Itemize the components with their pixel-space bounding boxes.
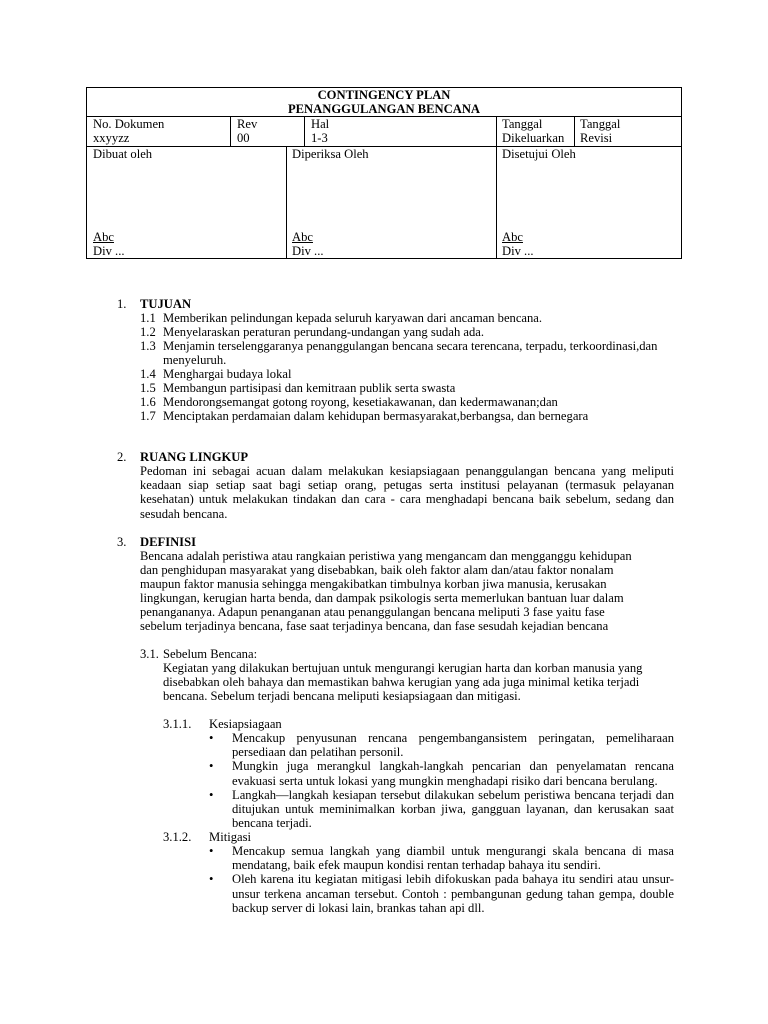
diperiksa-oleh-label: Diperiksa Oleh	[292, 147, 369, 161]
list-item: • Langkah—langkah kesiapan tersebut dilakukan sebelum peristiwa bencana terjadi dan ditujukan untuk meminimalkan korban jiwa, gangguan layanan, dan kerusakan saat bencana terjadi.	[209, 787, 674, 831]
section-2-title: RUANG LINGKUP	[140, 450, 249, 464]
no-dokumen-value: xxyyzz	[93, 131, 130, 145]
tujuan-list	[140, 311, 685, 431]
section-2-number: 2.	[117, 450, 127, 464]
bullet-icon: •	[209, 844, 214, 858]
list-item: 1.6 Mendorongsemangat gotong royong, kesetiakawanan, dan kedermawanan;dan	[140, 395, 558, 409]
list-item: • Oleh karena itu kegiatan mitigasi lebih difokuskan pada bahaya itu sendiri atau unsur-unsur terkena ancaman tersebut. Contoh : pembangunan gedung tahan gempa, double backup server di lokasi lain, brankas tahan api dll.	[209, 872, 674, 915]
subsection-3-1-2-number: 3.1.2.	[163, 830, 192, 844]
doc-title-line1: CONTINGENCY PLAN	[317, 88, 451, 102]
list-item: • Mencakup penyusunan rencana pengembangansistem peringatan, pemeliharaan persediaan dan pelatihan personil.	[209, 731, 674, 760]
document-header-table	[86, 87, 682, 259]
rev-value: 00	[237, 131, 250, 145]
hal-value: 1-3	[311, 131, 328, 145]
ruang-lingkup-paragraph: Pedoman ini sebagai acuan dalam melakukan kesiapsiagaan penanggulangan bencana yang meliputi keadaan siap setiap saat bagi setiap orang, petugas serta institusi pelayanan (termasuk pelayanan kesehatan) untuk melakukan tindakan dan cara - cara menghadapi bencana baik sebelum, sedang dan sesudah bencana.	[140, 464, 674, 521]
tanggal-revisi-label-2: Revisi	[580, 131, 613, 145]
list-item: 1.3 Menjamin terselenggaranya penanggulangan bencana secara terencana, terpadu, terkoordinasi,dan	[140, 339, 658, 353]
dibuat-oleh-label: Dibuat oleh	[93, 147, 153, 161]
paragraph-line: disebabkan oleh bahaya dan memastikan bahwa kerugian yang ada juga minimal ketika terjadi	[163, 675, 640, 689]
tanggal-dikeluarkan-label-2: Dikeluarkan	[502, 131, 565, 145]
subsection-3-1-number: 3.1.	[140, 647, 159, 661]
section-1-number: 1.	[117, 297, 127, 311]
list-item: 1.5 Membangun partisipasi dan kemitraan publik serta swasta	[140, 381, 456, 395]
kesiapsiagaan-bullets	[209, 731, 674, 830]
paragraph-line: sebelum terjadinya bencana, fase saat terjadinya bencana, dan fase sesudah kejadian bencana	[140, 619, 609, 633]
diperiksa-oleh-name: Abc	[292, 230, 313, 244]
diperiksa-oleh-div: Div ...	[292, 244, 324, 258]
sebelum-bencana-paragraph	[163, 661, 683, 705]
list-item-continuation: menyeluruh.	[163, 353, 227, 367]
doc-title-line2: PENANGGULANGAN BENCANA	[287, 102, 481, 116]
dibuat-oleh-name: Abc	[93, 230, 114, 244]
divider	[496, 116, 497, 146]
subsection-3-1-1-title: Kesiapsiagaan	[209, 717, 282, 731]
paragraph-line: dan penghidupan masyarakat yang disebabkan, baik oleh faktor alam dan/atau faktor nonalam	[140, 563, 614, 577]
tanggal-revisi-label: Tanggal	[580, 117, 621, 131]
divider	[230, 116, 231, 146]
bullet-icon: •	[209, 759, 214, 774]
divider	[286, 146, 287, 258]
subsection-3-1-title: Sebelum Bencana:	[163, 647, 258, 661]
definisi-paragraph	[140, 549, 680, 635]
section-3-title: DEFINISI	[140, 535, 196, 549]
paragraph-line: Kegiatan yang dilakukan bertujuan untuk mengurangi kerugian harta dan korban manusia yang	[163, 661, 643, 675]
bullet-icon: •	[209, 731, 214, 745]
section-3-number: 3.	[117, 535, 127, 549]
rev-label: Rev	[237, 117, 258, 131]
divider	[87, 146, 681, 147]
paragraph-line: maupun faktor manusia sehingga mengakibatkan timbulnya korban jiwa manusia, kerusakan	[140, 577, 607, 591]
list-item: 1.1 Memberikan pelindungan kepada seluruh karyawan dari ancaman bencana.	[140, 311, 543, 325]
subsection-3-1-2-title: Mitigasi	[209, 830, 251, 844]
paragraph-line: lingkungan, kerugian harta benda, dan dampak psikologis serta memerlukan bantuan luar dalam	[140, 591, 624, 605]
divider	[496, 146, 497, 258]
mitigasi-bullets	[209, 844, 674, 915]
paragraph-line: penangananya. Adapun penanganan atau penanggulangan bencana meliputi 3 fase yaitu fase	[140, 605, 605, 619]
list-item: • Mungkin juga merangkul langkah-langkah pencarian dan penyelamatan rencana evakuasi serta untuk lokasi yang mungkin menghadapi risiko dari bencana berulang.	[209, 759, 674, 788]
paragraph-line: Bencana adalah peristiwa atau rangkaian peristiwa yang mengancam dan mengganggu kehidupan	[140, 549, 632, 563]
list-item: • Mencakup semua langkah yang diambil untuk mengurangi skala bencana di masa mendatang, baik efek maupun kondisi rentan terhadap bahaya itu sendiri.	[209, 844, 674, 873]
divider	[304, 116, 305, 146]
list-item: 1.2 Menyelaraskan peraturan perundang-undangan yang sudah ada.	[140, 325, 485, 339]
no-dokumen-label: No. Dokumen	[93, 117, 165, 131]
disetujui-oleh-name: Abc	[502, 230, 523, 244]
disetujui-oleh-label: Disetujui Oleh	[502, 147, 576, 161]
list-item: 1.4 Menghargai budaya lokal	[140, 367, 292, 381]
subsection-3-1-1-number: 3.1.1.	[163, 717, 192, 731]
paragraph-line: bencana. Sebelum terjadi bencana meliputi kesiapsiagaan dan mitigasi.	[163, 689, 521, 703]
bullet-icon: •	[209, 872, 214, 887]
list-item: 1.7 Menciptakan perdamaian dalam kehidupan bermasyarakat,berbangsa, dan bernegara	[140, 409, 589, 423]
bullet-icon: •	[209, 787, 214, 802]
tanggal-dikeluarkan-label: Tanggal	[502, 117, 543, 131]
hal-label: Hal	[311, 117, 330, 131]
disetujui-oleh-div: Div ...	[502, 244, 534, 258]
section-1-title: TUJUAN	[140, 297, 192, 311]
dibuat-oleh-div: Div ...	[93, 244, 125, 258]
divider	[574, 116, 575, 146]
